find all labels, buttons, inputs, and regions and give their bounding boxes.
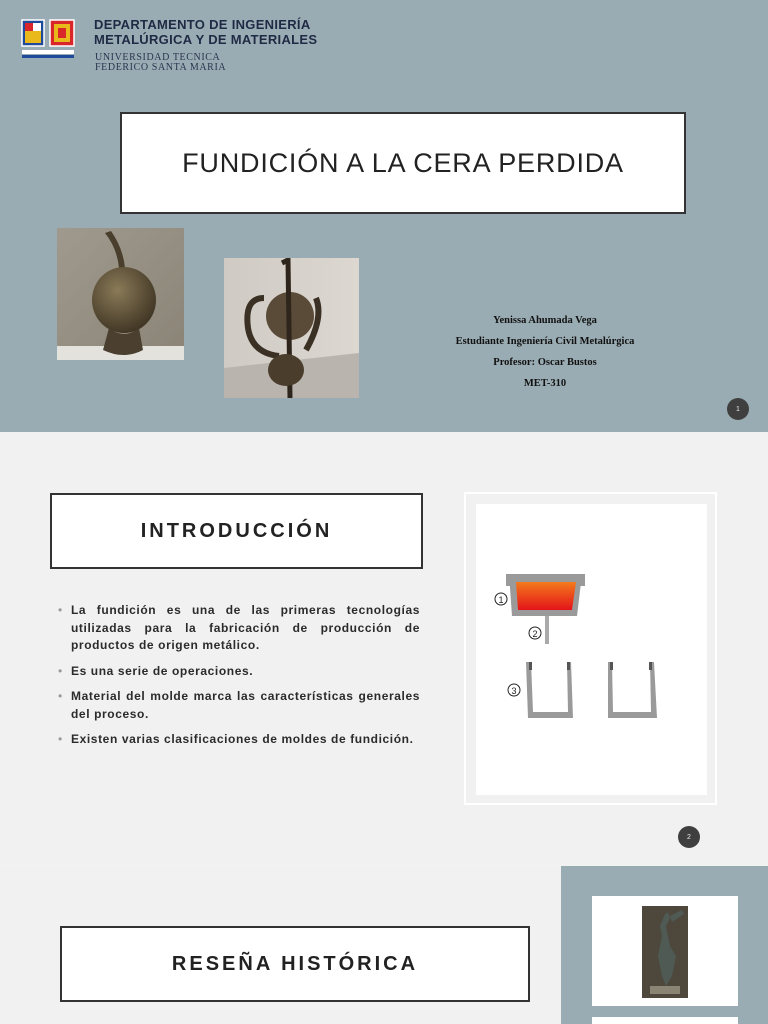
ladle-lip-left — [506, 574, 511, 586]
pour-stream — [545, 616, 549, 644]
casting-process-diagram — [476, 504, 707, 795]
diagram-label-1 — [495, 593, 507, 605]
svg-text:3: 3 — [511, 686, 517, 696]
bullet-item: • Existen varias clasificaciones de moldes de fundición. — [58, 731, 420, 749]
svg-text:2: 2 — [532, 629, 538, 639]
department-name — [94, 17, 317, 47]
course-code: MET-310 — [523, 378, 567, 389]
mold-left — [526, 662, 573, 718]
department-line-1: DEPARTAMENTO DE INGENIERÍA — [94, 17, 311, 32]
bullet-item: • Es una serie de operaciones. — [58, 663, 420, 681]
university-line-1: UNIVERSIDAD TECNICA — [95, 52, 221, 63]
presentation-title: FUNDICIÓN A LA CERA PERDIDA — [182, 147, 624, 178]
ladle-lip-right — [580, 574, 585, 586]
history-heading: RESEÑA HISTÓRICA — [171, 952, 419, 975]
introduction-slide — [0, 432, 768, 864]
bronze-apple-sculpture-photo — [57, 228, 184, 360]
title-box — [120, 112, 686, 214]
history-heading-box — [60, 926, 530, 1002]
casting-diagram — [476, 504, 707, 795]
bullet-item: • Material del molde marca las características generales del proceso. — [58, 688, 420, 723]
page-number-badge: 1 — [727, 398, 749, 420]
second-image-card — [592, 1017, 738, 1024]
introduction-bullet-list — [58, 602, 420, 757]
introduction-heading: INTRODUCCIÓN — [140, 519, 333, 542]
university-name — [95, 53, 226, 73]
department-line-2: METALÚRGICA Y DE MATERIALES — [94, 32, 318, 47]
introduction-heading-box — [50, 493, 423, 569]
bullet-item: • La fundición es una de las primeras tecnologías utilizadas para la fabricación de producción de productos de origen metálico. — [58, 602, 420, 655]
mold-right — [608, 662, 657, 718]
author-info — [430, 310, 660, 394]
page-number-badge: 2 — [678, 826, 700, 848]
diagram-label-2 — [529, 627, 541, 639]
author-role: Estudiante Ingeniería Civil Metalúrgica — [455, 336, 635, 347]
diagram-label-3 — [508, 684, 520, 696]
author-name: Yenissa Ahumada Vega — [493, 315, 597, 326]
svg-text:1: 1 — [498, 595, 504, 605]
title-slide — [0, 0, 768, 432]
university-line-2: FEDERICO SANTA MARIA — [95, 62, 227, 73]
perseus-statue-photo — [592, 896, 738, 1006]
history-slide — [0, 866, 768, 1024]
statue-image-card — [592, 896, 738, 1006]
bronze-sculpture-photo — [224, 258, 359, 398]
casting-diagram-frame — [464, 492, 717, 805]
professor-name: Profesor: Oscar Bustos — [493, 357, 597, 368]
side-panel — [561, 866, 768, 1024]
university-crest-logo — [20, 18, 76, 60]
